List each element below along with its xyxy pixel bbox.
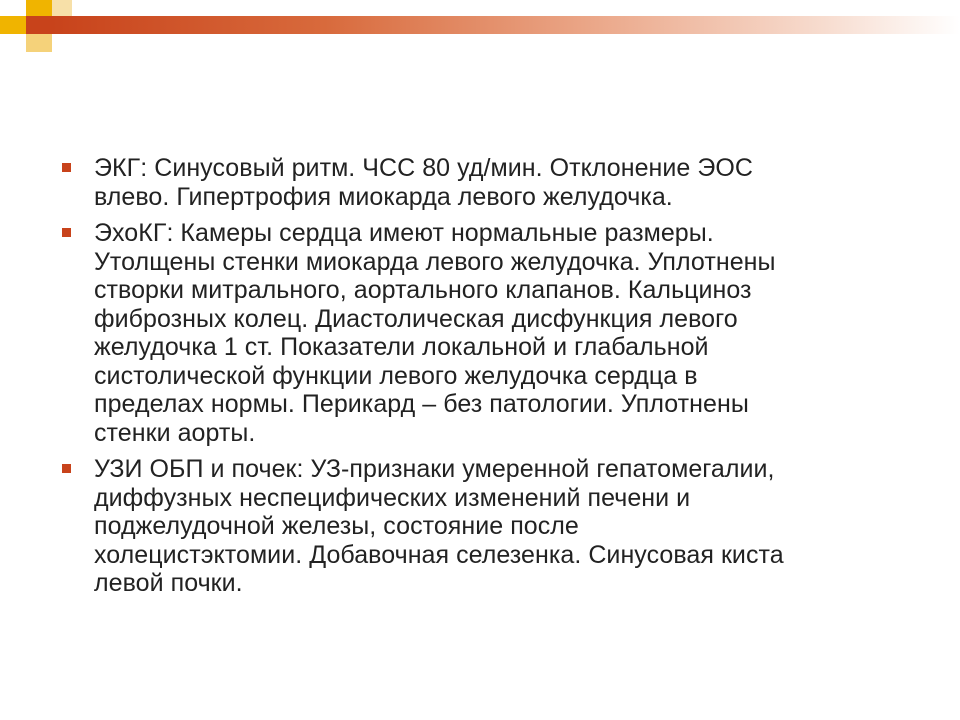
bullet-item-ecg — [60, 154, 920, 211]
decor-square — [26, 16, 52, 34]
bullet-line: УЗИ ОБП и почек: УЗ-признаки умеренной гепатомегалии, — [94, 455, 775, 483]
decor-square — [26, 34, 52, 52]
bullet-line: ЭхоКГ: Камеры сердца имеют нормальные размеры. — [94, 219, 714, 247]
square-bullet-icon — [62, 228, 71, 237]
decor-square — [26, 0, 52, 16]
bullet-line: стенки аорты. — [94, 418, 256, 447]
bullet-list — [60, 154, 920, 606]
header-gradient-bar — [52, 16, 960, 34]
square-bullet-icon — [62, 163, 71, 172]
bullet-line: фиброзных колец. Диастолическая дисфункция левого — [94, 304, 738, 333]
bullet-line: створки митрального, аортального клапанов. Кальциноз — [94, 276, 752, 304]
bullet-line: ЭКГ: Синусовый ритм. ЧСС 80 уд/мин. Отклонение ЭОС — [94, 154, 753, 182]
decor-square — [0, 16, 26, 34]
bullet-item-ultrasound — [60, 455, 920, 598]
bullet-line: пределах нормы. Перикард – без патологии. Уплотнены — [94, 390, 749, 418]
bullet-line: холецистэктомии. Добавочная селезенка. Синусовая киста — [94, 540, 784, 569]
bullet-item-echo — [60, 219, 920, 447]
bullet-line: Утолщены стенки миокарда левого желудочка. Уплотнены — [94, 247, 776, 276]
decor-square — [52, 0, 72, 16]
bullet-line: влево. Гипертрофия миокарда левого желудочка. — [94, 182, 673, 211]
bullet-line: желудочка 1 ст. Показатели локальной и глабальной — [94, 333, 709, 361]
bullet-line: диффузных неспецифических изменений печени и — [94, 483, 691, 512]
square-bullet-icon — [62, 464, 71, 473]
bullet-line: поджелудочной железы, состояние после — [94, 512, 579, 540]
bullet-line: систолической функции левого желудочка сердца в — [94, 361, 698, 390]
bullet-line: левой почки. — [94, 569, 243, 597]
